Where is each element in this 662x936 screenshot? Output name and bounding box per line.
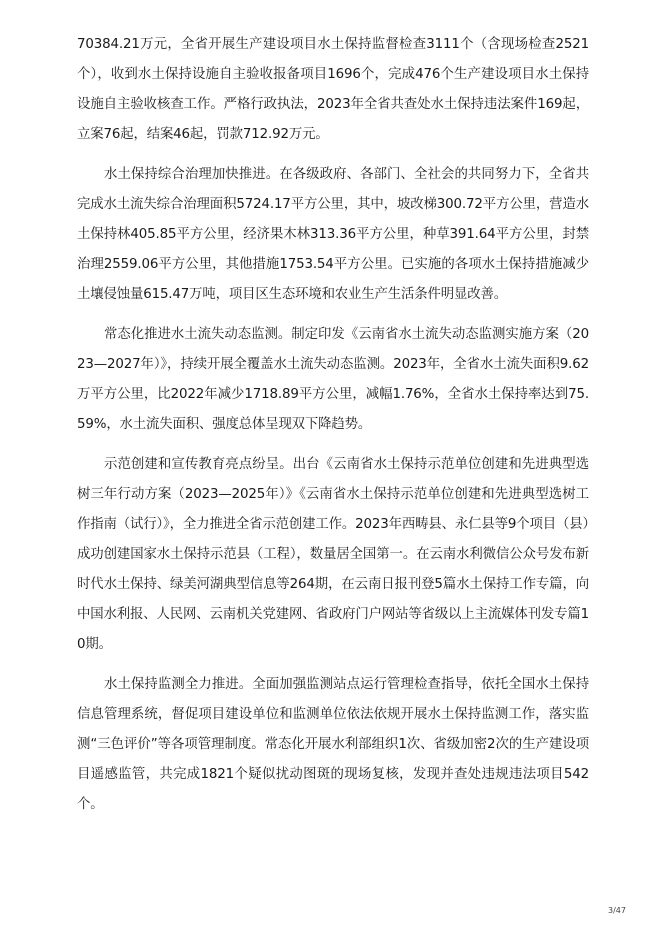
paragraph-monitoring-advancement: 水土保持监测全力推进。全面加强监测站点运行管理检查指导，依托全国水土保持信息管理系统，督促项目建设单位和监测单位依法依规开展水土保持监测工作，落实监测“三色评价”等各项管理制度。常态化开展水利部组织1次、省级加密2次的生产建设项目遥感监管，共完成1821个疑似扰动图斑的现场复核，发现并查处违规违法项目542个。 (77, 677, 589, 812)
page-number: 3/47 (608, 906, 626, 915)
paragraph-supervision-continued: 70384.21万元，全省开展生产建设项目水土保持监督检查3111个（含现场检查2521个），收到水土保持设施自主验收报备项目1696个，完成476个生产建设项目水土保持设施自主验收核查工作。严格行政执法，2023年全省共查处水土保持违法案件169起，立案76起，结案46起，罚款712.92万元。 (77, 37, 589, 142)
paragraph-demonstration-publicity: 示范创建和宣传教育亮点纷呈。出台《云南省水土保持示范单位创建和先进典型选树三年行动方案（2023—2025年）》《云南省水土保持示范单位创建和先进典型选树工作指南（试行）》，全力推进全省示范创建工作。2023年西畴县、永仁县等9个项目（县）成功创建国家水土保持示范县（工程），数量居全国第一。在云南水利微信公众号发布新时代水土保持、绿美河湖典型信息等264期，在云南日报刊登5篇水土保持工作专篇，向中国水利报、人民网、云南机关党建网、省政府门户网站等省级以上主流媒体刊发专篇10期。 (77, 457, 589, 652)
document-body (77, 30, 589, 830)
paragraph-comprehensive-treatment: 水土保持综合治理加快推进。在各级政府、各部门、全社会的共同努力下，全省共完成水土流失综合治理面积5724.17平方公里，其中，坡改梯300.72平方公里，营造水土保持林405.85平方公里，经济果木林313.36平方公里，种草391.64平方公里，封禁治理2559.06平方公里，其他措施1753.54平方公里。已实施的各项水土保持措施减少土壤侵蚀量615.47万吨，项目区生态环境和农业生产生活条件明显改善。 (77, 167, 589, 302)
paragraph-dynamic-monitoring: 常态化推进水土流失动态监测。制定印发《云南省水土流失动态监测实施方案（2023—2027年）》，持续开展全覆盖水土流失动态监测。2023年，全省水土流失面积9.62万平方公里，比2022年减少1718.89平方公里，减幅1.76%，全省水土保持率达到75.59%，水土流失面积、强度总体呈现双下降趋势。 (77, 327, 589, 432)
